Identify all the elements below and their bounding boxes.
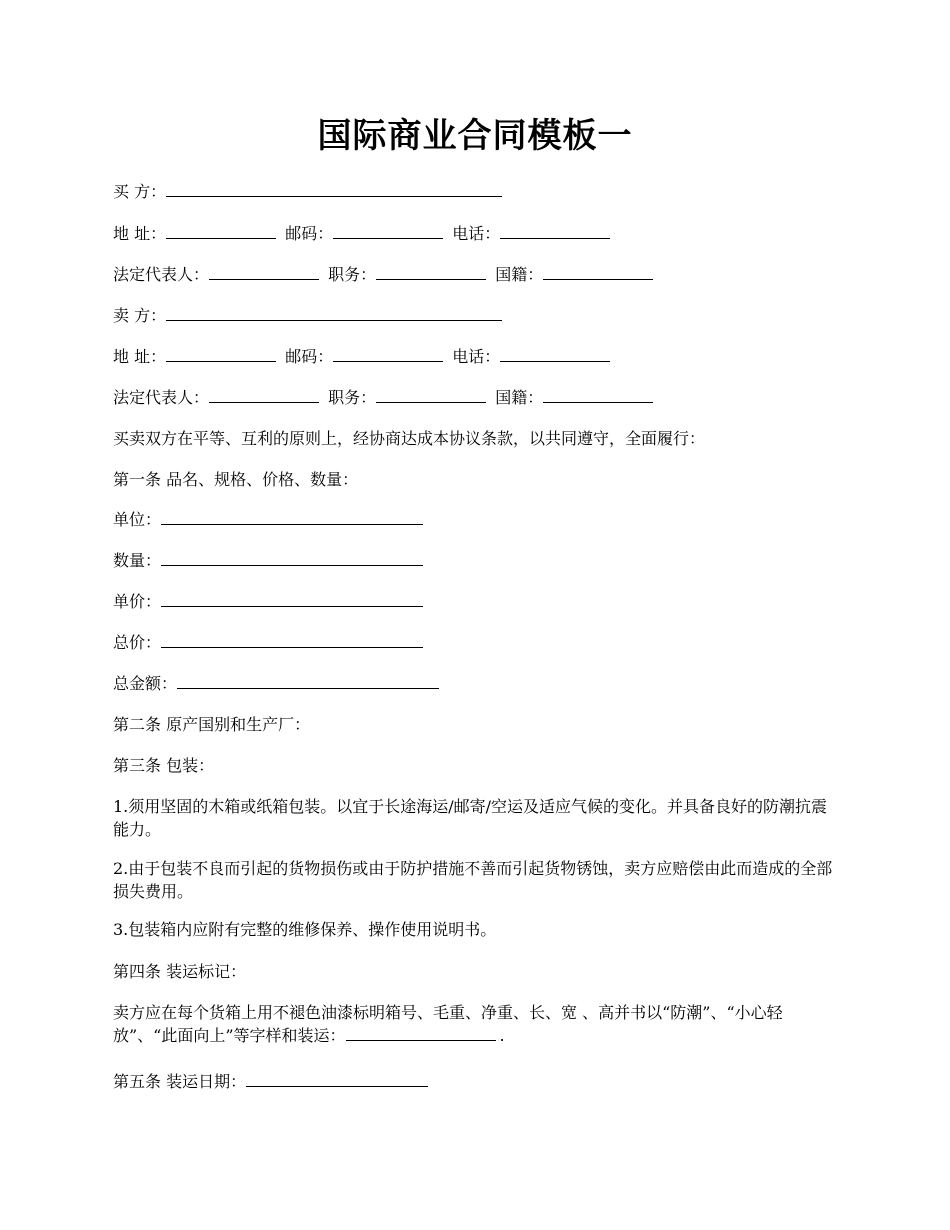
seller-phone-label: 电话： (452, 347, 501, 366)
buyer-position-blank[interactable] (376, 265, 486, 280)
unit-price-line (113, 591, 427, 613)
article5-line (113, 1071, 432, 1093)
preamble: 买卖双方在平等、互利的原则上，经协商达成本协议条款，以共同遵守，全面履行： (113, 429, 706, 448)
seller-nationality-label: 国籍： (495, 388, 544, 407)
article4-body (113, 1001, 841, 1047)
buyer-nationality-blank[interactable] (543, 265, 653, 280)
quantity-blank[interactable] (161, 551, 423, 566)
buyer-rep-label: 法定代表人： (113, 265, 210, 284)
seller-rep-blank[interactable] (209, 388, 319, 403)
total-amount-blank[interactable] (177, 674, 439, 689)
buyer-rep-line (113, 264, 657, 286)
unit-price-blank[interactable] (161, 592, 423, 607)
article4-body-end: . (499, 1026, 505, 1045)
shipping-mark-blank[interactable] (346, 1026, 496, 1041)
buyer-party-label: 买 方： (113, 182, 167, 201)
seller-address-line (113, 346, 614, 368)
seller-position-blank[interactable] (376, 388, 486, 403)
seller-party-line (113, 305, 506, 327)
buyer-phone-label: 电话： (452, 224, 501, 243)
buyer-rep-blank[interactable] (209, 265, 319, 280)
article3-item2: 2.由于包装不良而引起的货物损伤或由于防护措施不善而引起货物锈蚀，卖方应赔偿由此而造成的全部损失费用。 (113, 859, 833, 901)
unit-price-label: 单价： (113, 592, 162, 611)
article2-heading: 第二条 原产国别和生产厂： (113, 715, 311, 734)
document-title: 国际商业合同模板一 (317, 116, 633, 156)
unit-line (113, 509, 427, 531)
seller-position-label: 职务： (328, 388, 377, 407)
buyer-phone-blank[interactable] (500, 224, 610, 239)
quantity-label: 数量： (113, 551, 162, 570)
total-price-label: 总价： (113, 633, 162, 652)
total-price-blank[interactable] (161, 633, 423, 648)
seller-rep-label: 法定代表人： (113, 388, 210, 407)
seller-phone-blank[interactable] (500, 347, 610, 362)
buyer-postcode-blank[interactable] (333, 224, 443, 239)
buyer-party-line (113, 181, 506, 203)
total-amount-line (113, 673, 443, 695)
article4-body-text: 卖方应在每个货箱上用不褪色油漆标明箱号、毛重、净重、长、宽 、高并书以“防潮”、“小心轻放”、“此面向上”等字样和装运： (113, 1003, 783, 1045)
quantity-line (113, 550, 427, 572)
buyer-party-blank[interactable] (166, 182, 502, 197)
seller-postcode-blank[interactable] (333, 347, 443, 362)
buyer-position-label: 职务： (328, 265, 377, 284)
seller-nationality-blank[interactable] (543, 388, 653, 403)
seller-address-label: 地 址： (113, 347, 167, 366)
shipping-date-blank[interactable] (246, 1072, 428, 1087)
buyer-address-line (113, 223, 614, 245)
unit-label: 单位： (113, 510, 162, 529)
seller-postcode-label: 邮码： (285, 347, 334, 366)
total-amount-label: 总金额： (113, 674, 178, 693)
seller-party-blank[interactable] (166, 306, 502, 321)
seller-party-label: 卖 方： (113, 306, 167, 325)
article4-heading: 第四条 装运标记： (113, 962, 247, 981)
buyer-postcode-label: 邮码： (285, 224, 334, 243)
seller-address-blank[interactable] (166, 347, 276, 362)
article3-item3: 3.包装箱内应附有完整的维修保养、操作使用说明书。 (113, 920, 497, 939)
article1-heading: 第一条 品名、规格、价格、数量： (113, 470, 359, 489)
seller-rep-line (113, 387, 657, 409)
unit-blank[interactable] (161, 510, 423, 525)
buyer-address-label: 地 址： (113, 224, 167, 243)
article5-heading: 第五条 装运日期： (113, 1072, 247, 1091)
total-price-line (113, 632, 427, 654)
buyer-address-blank[interactable] (166, 224, 276, 239)
buyer-nationality-label: 国籍： (495, 265, 544, 284)
article3-heading: 第三条 包装： (113, 756, 215, 775)
article3-item1: 1.须用坚固的木箱或纸箱包装。以宜于长途海运/邮寄/空运及适应气候的变化。并具备良好的防潮抗震能力。 (113, 797, 828, 839)
